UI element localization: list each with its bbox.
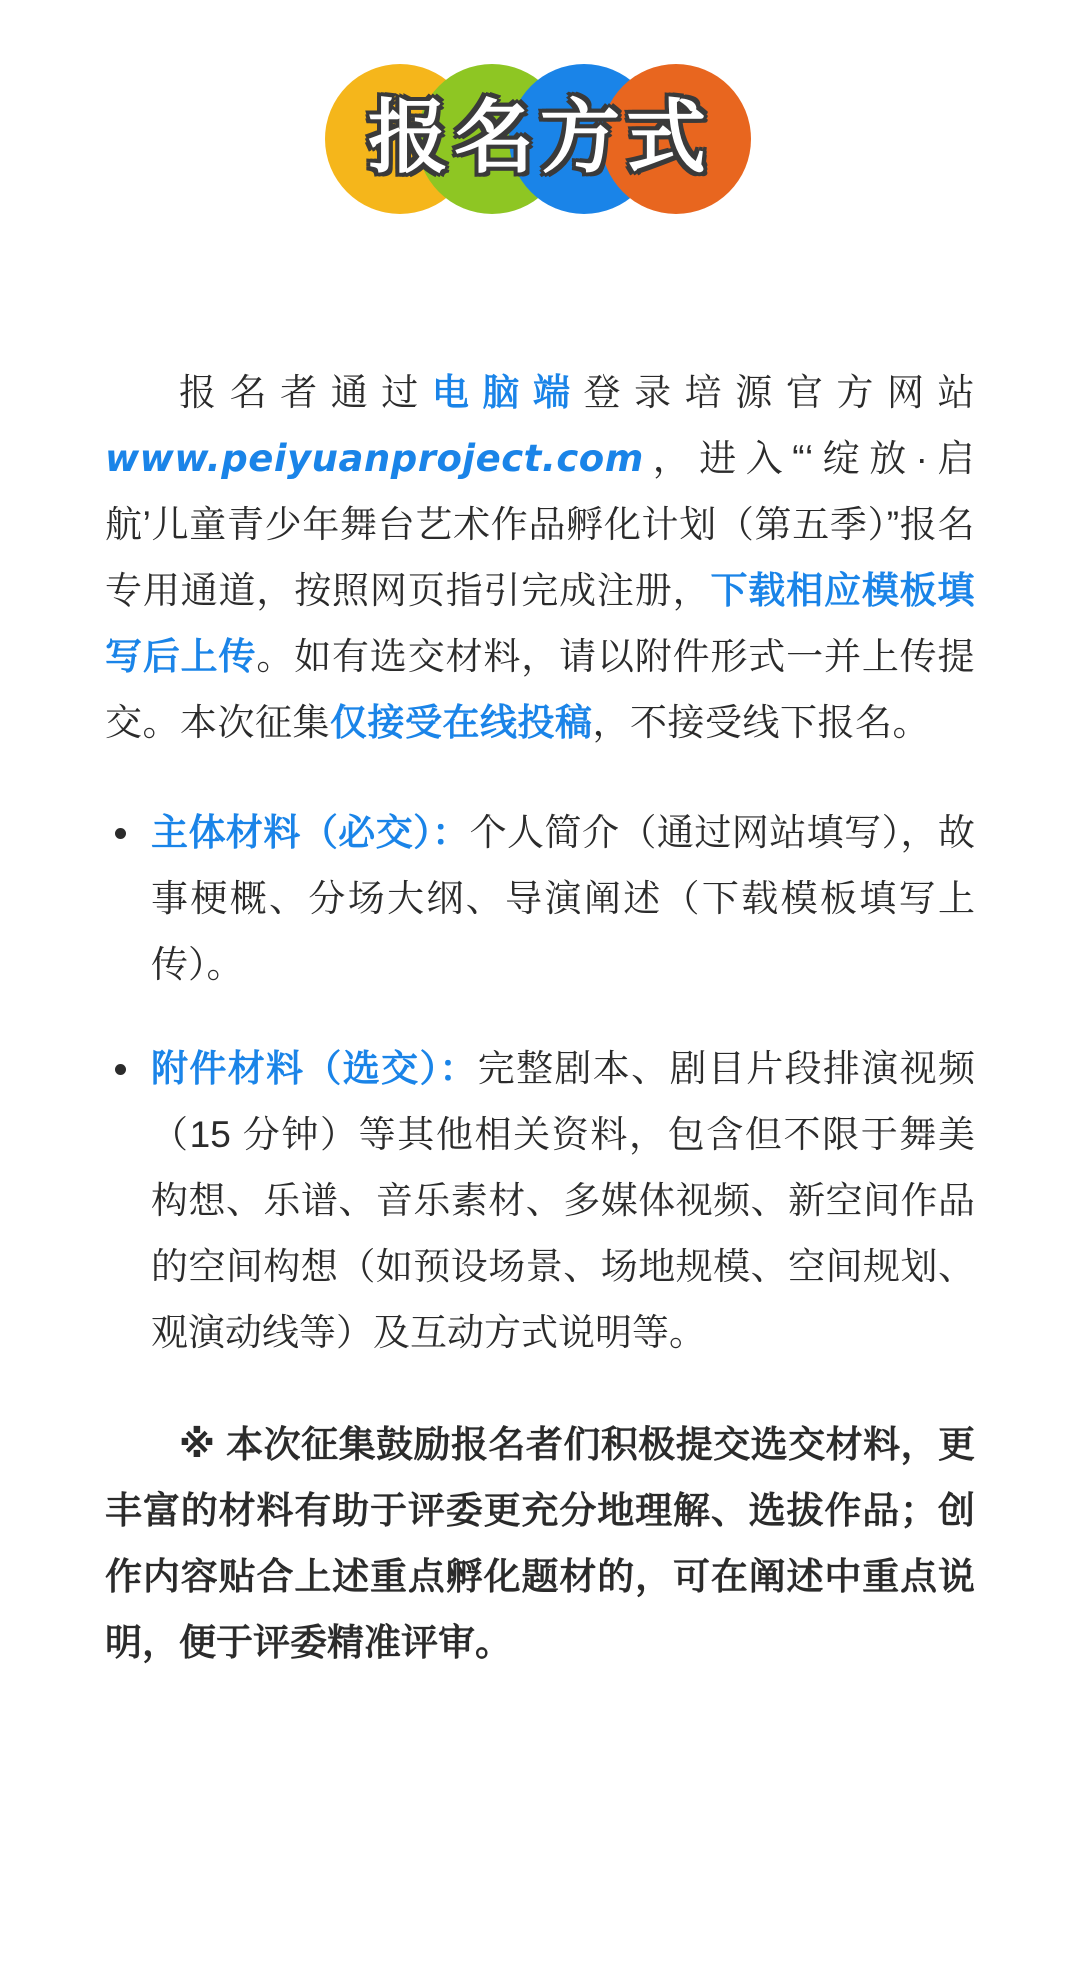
- intro-highlight-online-only: 仅接受在线投稿: [330, 702, 593, 743]
- intro-highlight-template: 下载相应模板填写后上传: [105, 570, 976, 677]
- list-item: [105, 800, 975, 998]
- intro-paragraph: [105, 360, 975, 756]
- intro-text-part2: 登录培源官方网站: [583, 372, 976, 413]
- header: [0, 0, 1080, 300]
- intro-text-part3: ，进入“‘绽放·启航’儿童青少年舞台艺术作品孵化计划（第五季）”报名专用通道，按照网页指引完成注册，: [105, 438, 975, 611]
- intro-text-part1: 报名者通过: [179, 372, 432, 413]
- section-title-badge: [325, 64, 755, 234]
- materials-list: [105, 800, 975, 1366]
- bullet-dot-icon: [115, 1064, 126, 1075]
- list-item: [105, 1036, 975, 1366]
- intro-text-part4: 。如有选交材料，请以附件形式一并上传提交。本次征集: [105, 636, 976, 743]
- intro-text-part5: ，不接受线下报名。: [592, 702, 930, 743]
- list-item-text: 完整剧本、剧目片段排演视频（15 分钟）等其他相关资料，包含但不限于舞美构想、乐谱、音乐素材、多媒体视频、新空间作品的空间构想（如预设场景、场地规模、空间规划、观演动线等）及互动方式说明等。: [151, 1048, 976, 1353]
- content: [0, 300, 1080, 1676]
- list-item-label: 主体材料（必交）：: [151, 812, 470, 853]
- intro-highlight-pc: 电脑端: [431, 372, 584, 413]
- list-item-text: 个人简介（通过网站填写），故事梗概、分场大纲、导演阐述（下载模板填写上传）。: [151, 812, 976, 985]
- page-title: 报名方式: [368, 91, 712, 184]
- official-website-link[interactable]: www.peiyuanproject.com: [105, 437, 644, 480]
- list-item-label: 附件材料（选交）：: [151, 1048, 478, 1089]
- note-paragraph: ※ 本次征集鼓励报名者们积极提交选交材料，更丰富的材料有助于评委更充分地理解、选拔作品；创作内容贴合上述重点孵化题材的，可在阐述中重点说明，便于评委精准评审。: [105, 1424, 975, 1663]
- bullet-dot-icon: [115, 828, 126, 839]
